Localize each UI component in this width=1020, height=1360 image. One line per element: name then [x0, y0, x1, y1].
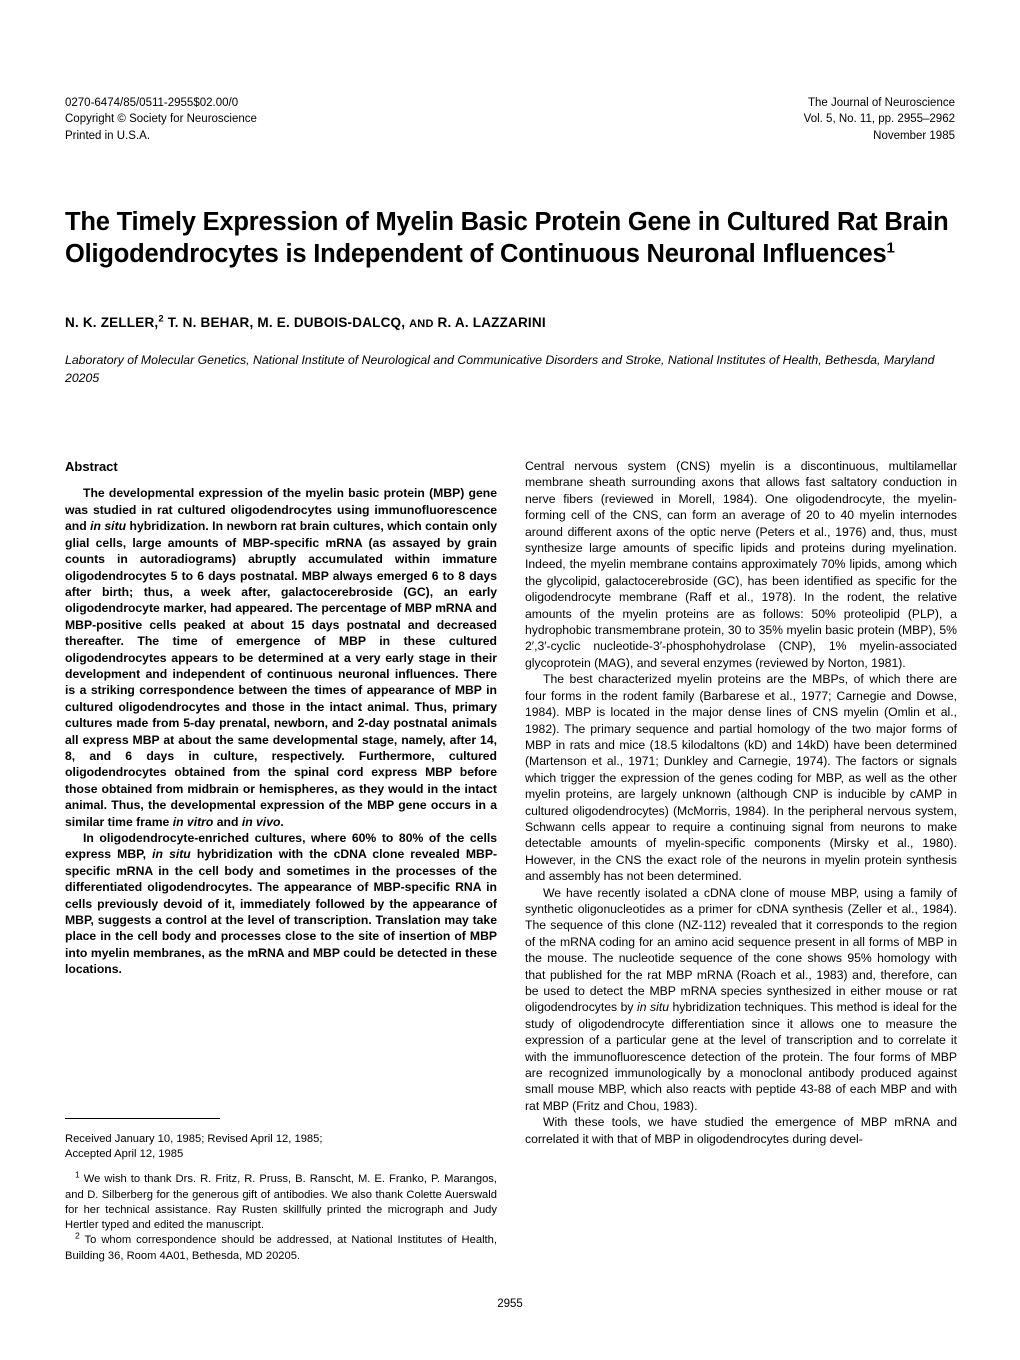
page-title	[65, 207, 955, 270]
copyright-line-1: 0270-6474/85/0511-2955$02.00/0	[65, 97, 239, 109]
body-paragraph: With these tools, we have studied the emergence of MBP mRNA and correlated it with that of MBP in oligodendrocytes during devel-	[525, 1115, 957, 1146]
title-footnote-marker: 1	[886, 239, 895, 257]
received-date: Received January 10, 1985; Revised April 12, 1985;	[65, 1133, 323, 1145]
abstract-paragraph: The developmental expression of the myelin basic protein (MBP) gene was studied in rat cultured oligodendrocytes using immunofluorescence and in situ hybridization. In newborn rat brain cultures, which contain only glial cells, large amounts of MBP-specific mRNA (as assayed by grain counts in autoradiograms) abruptly accumulated within immature oligodendrocytes 5 to 6 days postnatal. MBP always emerged 6 to 8 days after birth; thus, a week after, galactocerebroside (GC), an early oligodendrocyte marker, had appeared. The percentage of MBP mRNA and MBP-positive cells peaked at about 15 days postnatal and decreased thereafter. The time of emergence of MBP in these cultured oligodendrocytes appears to be determined at a very early stage in their development and independent of continuous neuronal influences. There is a striking correspondence between the times of appearance of MBP in cultured oligodendrocytes and those in the intact animal. Thus, primary cultures made from 5-day prenatal, newborn, and 2-day postnatal animals all express MBP at about the same developmental stage, namely, after 14, 8, and 6 days in culture, respectively. Furthermore, cultured oligodendrocytes obtained from the spinal cord express MBP before those obtained from midbrain or hemispheres, as they would in the intact animal. Thus, the developmental expression of the MBP gene occurs in a similar time frame in vitro and in vivo.	[65, 486, 497, 829]
column-left	[65, 458, 497, 978]
abstract-heading: Abstract	[65, 459, 118, 474]
footnote-divider	[65, 1118, 220, 1119]
masthead	[65, 95, 955, 144]
footnote-2-marker: 2	[75, 1230, 80, 1241]
accepted-date: Accepted April 12, 1985	[65, 1148, 184, 1161]
footnote-2	[65, 1230, 497, 1263]
footnote-1-text: We wish to thank Drs. R. Fritz, R. Pruss, B. Ranscht, M. E. Franko, P. Marangos, and D. Silberberg for the generous gift of antibodies. We also thank Colette Auerswald for her technical assistance. Ray Rusten skillfully printed the micrograph and Judy Hertler typed and edited the manuscript.	[65, 1173, 497, 1232]
affiliation: Laboratory of Molecular Genetics, National Institute of Neurological and Communicative Disorders and Stroke, National Institutes of Health, Bethesda, Maryland 20205	[65, 353, 935, 385]
body-paragraph: Central nervous system (CNS) myelin is a discontinuous, multilamellar membrane sheath surrounding axons that allows fast saltatory conduction in nerve fibers (reviewed in Morell, 1984). One oligodendrocyte, the myelin-forming cell of the CNS, can form an average of 20 to 40 myelin internodes around different axons of the optic nerve (Peters et al., 1976) and, thus, must synthesize large amounts of specific lipids and proteins during myelination. Indeed, the myelin membrane contains approximately 70% lipids, among which the glycolipid, galactocerebroside (GC), has been identified as specific for the oligodendrocyte membrane (Raff et al., 1978). In the rodent, the relative amounts of the myelin proteins are as follows: 50% proteolipid (PLP), a hydrophobic transmembrane protein, 30 to 35% myelin basic protein (MBP), 5% 2′,3′-cyclic nucleotide-3′-phosphohydrolase (CNP), 1% myelin-associated glycoprotein (MAG), and several enzymes (reviewed by Norton, 1981).	[525, 459, 957, 670]
footnote-2-text: To whom correspondence should be addressed, at National Institutes of Health, Building 36, Room 4A01, Bethesda, MD 20205.	[65, 1234, 497, 1262]
abstract-body	[65, 485, 497, 977]
column-right	[525, 458, 957, 1147]
volume-info: Vol. 5, No. 11, pp. 2955–2962	[803, 113, 955, 126]
masthead-left	[65, 95, 257, 144]
masthead-right	[804, 95, 955, 144]
footnotes	[65, 1132, 497, 1264]
page-number: 2955	[497, 1298, 523, 1310]
author-list: N. K. ZELLER,$^2$ T. N. BEHAR, M. E. DUBOIS-DALCQ, AND R. A. LAZZARINI	[65, 313, 546, 330]
abstract-paragraph: In oligodendrocyte-enriched cultures, where 60% to 80% of the cells express MBP, in situ hybridization with the cDNA clone revealed MBP-specific mRNA in the cell body and sometimes in the processes of the differentiated oligodendrocytes. The appearance of MBP-specific RNA in cells previously devoid of it, immediately followed by the appearance of MBP, suggests a control at the level of transcription. Translation may take place in the cell body and processes close to the site of insertion of MBP into myelin membranes, as the mRNA and MBP could be detected in these locations.	[65, 831, 498, 977]
footnote-1	[65, 1169, 497, 1233]
body-paragraph: The best characterized myelin proteins are the MBPs, of which there are four forms in the rodent family (Barbarese et al., 1977; Carnegie and Dowse, 1984). MBP is located in the major dense lines of CNS myelin (Omlin et al., 1982). The primary sequence and partial homology of the two major forms of MBP in rats and mice (18.5 kilodaltons (kD) and 14kD) have been determined (Martenson et al., 1971; Dunkley and Carnegie, 1974). The factors or signals which trigger the expression of the genes coding for MBP, as well as the other myelin proteins, are largely unknown (although CNP is inducible by cAMP in cultured oligodendrocytes) (McMorris, 1984). In the peripheral nervous system, Schwann cells appear to require a continuing signal from neurons to make detectable amounts of myelin-specific components (Mirsky et al., 1980). However, in the CNS the exact role of the neurons in myelin protein synthesis and assembly has not been determined.	[525, 672, 957, 884]
body-paragraph: We have recently isolated a cDNA clone of mouse MBP, using a family of synthetic oligonucleotides as a primer for cDNA synthesis (Zeller et al., 1984). The sequence of this clone (NZ-112) revealed that it corresponds to the region of the mRNA coding for an amino acid sequence present in all forms of MBP in the mouse. The nucleotide sequence of the cone shows 95% homology with that published for the rat MBP mRNA (Roach et al., 1983) and, therefore, can be used to detect the MBP mRNA species synthesized in either mouse or rat oligodendrocytes by in situ hybridization techniques. This method is ideal for the study of oligodendrocyte differentiation since it allows one to measure the expression of a particular gene at the level of transcription and to correlate it with the immunofluorescence detection of the protein. The four forms of MBP are recognized immunologically by a monoclonal antibody produced against small mouse MBP, which also reacts with peptide 43-88 of each MBP and with rat MBP (Fritz and Chou, 1983).	[525, 885, 957, 1113]
copyright-line-3: Printed in U.S.A.	[65, 129, 151, 142]
copyright-line-2: Copyright © Society for Neuroscience	[65, 113, 257, 126]
journal-name: The Journal of Neuroscience	[807, 97, 955, 109]
footnote-1-marker: 1	[75, 1169, 80, 1180]
issue-date: November 1985	[873, 129, 955, 142]
title-text: The Timely Expression of Myelin Basic Protein Gene in Cultured Rat Brain Oligodendrocytes is Independent of Continuous Neuronal Influences	[65, 208, 949, 268]
introduction-body	[525, 458, 957, 1147]
